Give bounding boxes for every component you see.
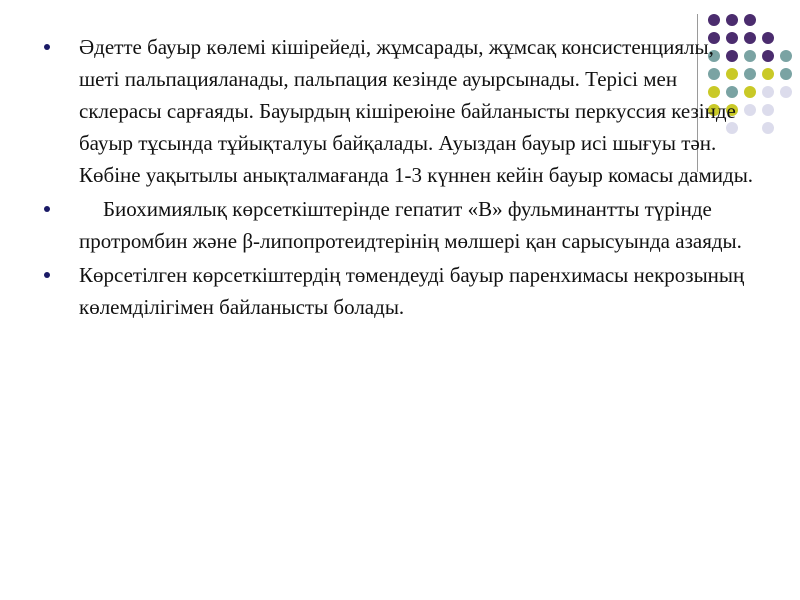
decorative-dot	[780, 86, 792, 98]
bullet-dot-icon	[44, 206, 50, 212]
bullet-item	[42, 31, 757, 191]
bullet-text: Биохимиялық көрсеткіштерінде гепатит «В» фульминантты түрінде протромбин және β-липопротеидтерінің мөлшері қан сарысуында азаяды.	[79, 197, 742, 253]
decorative-dot	[762, 86, 774, 98]
decorative-dot	[762, 122, 774, 134]
bullet-list	[42, 31, 757, 325]
decorative-dot	[726, 14, 738, 26]
decorative-dot	[762, 68, 774, 80]
decorative-dot	[762, 32, 774, 44]
decorative-dot	[762, 104, 774, 116]
decorative-dot	[780, 50, 792, 62]
decorative-dot	[744, 14, 756, 26]
decorative-dot	[762, 50, 774, 62]
bullet-dot-icon	[44, 44, 50, 50]
bullet-item	[42, 259, 757, 323]
bullet-text: Әдетте бауыр көлемі кішірейеді, жұмсарады, жұмсақ консистенциялы, шеті пальпацияланады, пальпация кезінде ауырсынады. Терісі мен склерасы сарғаяды. Бауырдың кішіреюіне байланысты перкуссия кезінде бауыр тұсында тұйықталуы байқалады. Ауыздан бауыр исі шығуы тән. Көбіне уақытылы анықталмағанда 1-3 күннен кейін бауыр комасы дамиды.	[79, 35, 754, 187]
bullet-dot-icon	[44, 272, 50, 278]
decorative-dot	[708, 14, 720, 26]
bullet-text: Көрсетілген көрсеткіштердің төмендеуді бауыр паренхимасы некрозының көлемділігімен байланысты болады.	[79, 263, 745, 319]
bullet-item	[42, 193, 757, 257]
decorative-dot	[780, 68, 792, 80]
